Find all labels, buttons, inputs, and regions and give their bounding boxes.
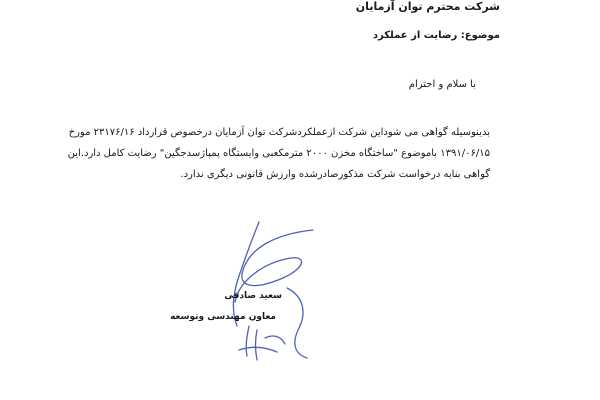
signer-name: سعید صادقی — [224, 291, 282, 301]
subject-line: موضوع: رضایت از عملکرد — [372, 30, 500, 41]
addressee-line: شرکت محترم توان آزمایان — [355, 0, 500, 13]
salutation-line: با سلام و احترام — [408, 79, 476, 90]
body-line-3: گواهی بنابه درخواست شرکت مذکورصادرشده وارزش قانونی دیگری ندارد. — [180, 169, 490, 180]
body-line-2: ۱۳۹۱/۰۶/۱۵ باموضوع "ساختگاه مخزن ۲۰۰۰ مترمکعبی وایستگاه پمپاژسدجگین" رضایت کامل دارد.این — [67, 148, 490, 159]
body-line-1: بدینوسیله گواهی می شوداین شرکت ازعملکردشرکت توان آزمایان درخصوص قرارداد ۲۳۱۷۶/۱۶ مورخ — [68, 127, 490, 138]
signer-title: معاون مهندسی وتوسعه — [170, 312, 276, 322]
letter-body — [67, 122, 490, 185]
